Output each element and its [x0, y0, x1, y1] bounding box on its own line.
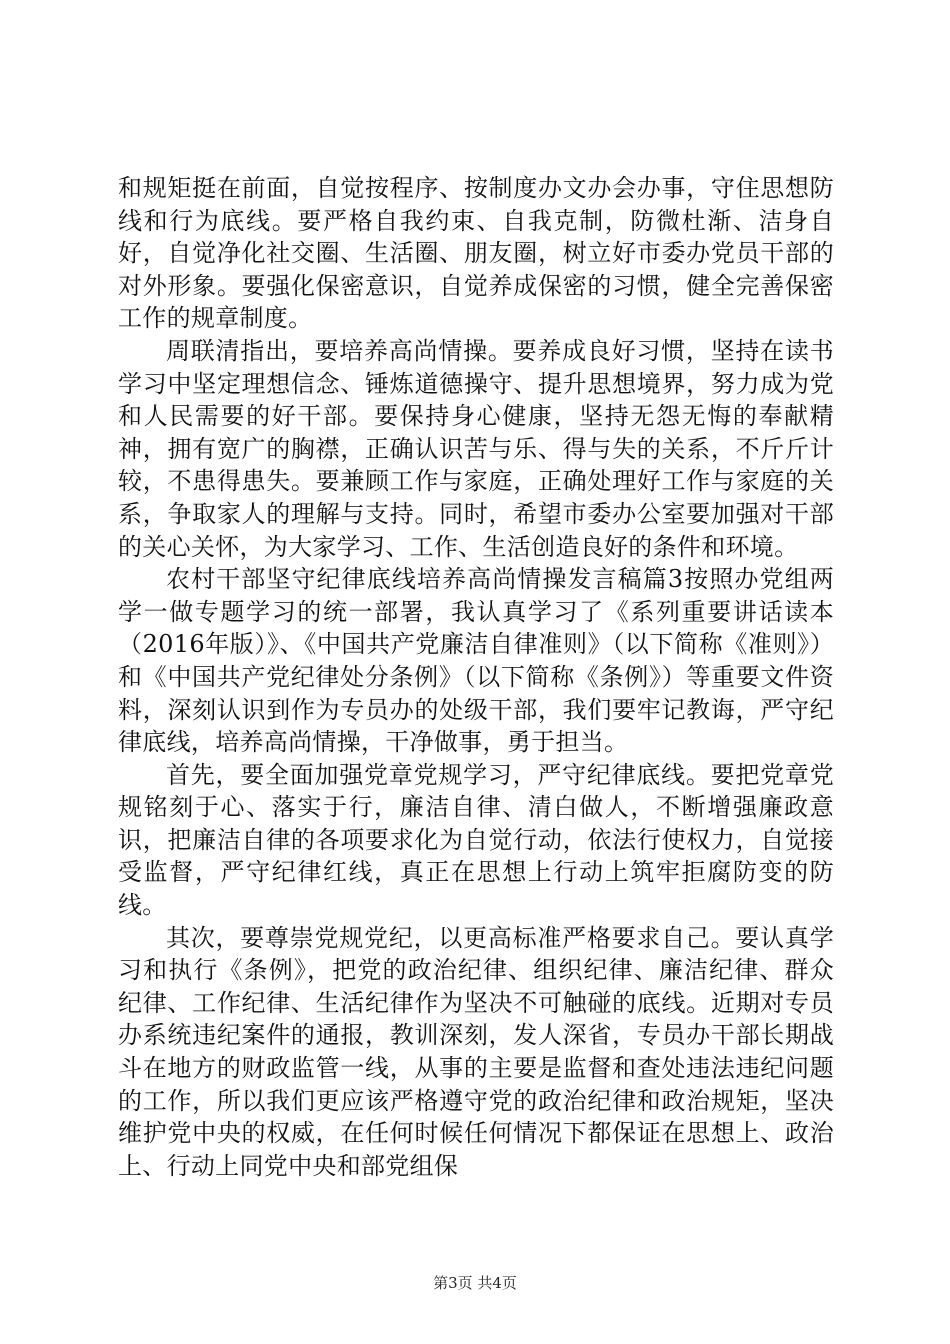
- paragraph: 首先，要全面加强党章党规学习，严守纪律底线。要把党章党规铭刻于心、落实于行，廉洁自律、清白做人，不断增强廉政意识，把廉洁自律的各项要求化为自觉行动，依法行使权力，自觉接受监督，严守纪律红线，真正在思想上行动上筑牢拒腐防变的防线。: [118, 760, 834, 920]
- paragraph: 和规矩挺在前面，自觉按程序、按制度办文办会办事，守住思想防线和行为底线。要严格自我约束、自我克制，防微杜渐、洁身自好，自觉净化社交圈、生活圈、朋友圈，树立好市委办党员干部的对外形象。要强化保密意识，自觉养成保密的习惯，健全完善保密工作的规章制度。: [118, 174, 834, 333]
- page-number-footer: 第3页 共4页: [433, 1274, 517, 1292]
- document-body: [118, 172, 834, 1182]
- paragraph: 其次，要尊崇党规党纪，以更高标准严格要求自己。要认真学习和执行《条例》，把党的政治纪律、组织纪律、廉洁纪律、群众纪律、工作纪律、生活纪律作为坚决不可触碰的底线。近期对专员办系统违纪案件的通报，教训深刻，发人深省，专员办干部长期战斗在地方的财政监管一线，从事的主要是监督和查处违法违纪问题的工作，所以我们更应该严格遵守党的政治纪律和政治规矩，坚决维护党中央的权威，在任何时候任何情况下都保证在思想上、政治上、行动上同党中央和部党组保: [118, 923, 834, 1180]
- paragraph: 农村干部坚守纪律底线培养高尚情操发言稿篇3按照办党组两学一做专题学习的统一部署，我认真学习了《系列重要讲话读本（2016年版）》、《中国共产党廉洁自律准则》（以下简称《准则》）和《中国共产党纪律处分条例》（以下简称《条例》）等重要文件资料，深刻认识到作为专员办的处级干部，我们要牢记教诲，严守纪律底线，培养高尚情操，干净做事，勇于担当。: [118, 565, 834, 757]
- paragraph: 周联清指出，要培养高尚情操。要养成良好习惯，坚持在读书学习中坚定理想信念、锤炼道德操守、提升思想境界，努力成为党和人民需要的好干部。要保持身心健康，坚持无怨无悔的奉献精神，拥有宽广的胸襟，正确认识苦与乐、得与失的关系，不斤斤计较，不患得患失。要兼顾工作与家庭，正确处理好工作与家庭的关系，争取家人的理解与支持。同时，希望市委办公室要加强对干部的关心关怀，为大家学习、工作、生活创造良好的条件和环境。: [118, 336, 834, 561]
